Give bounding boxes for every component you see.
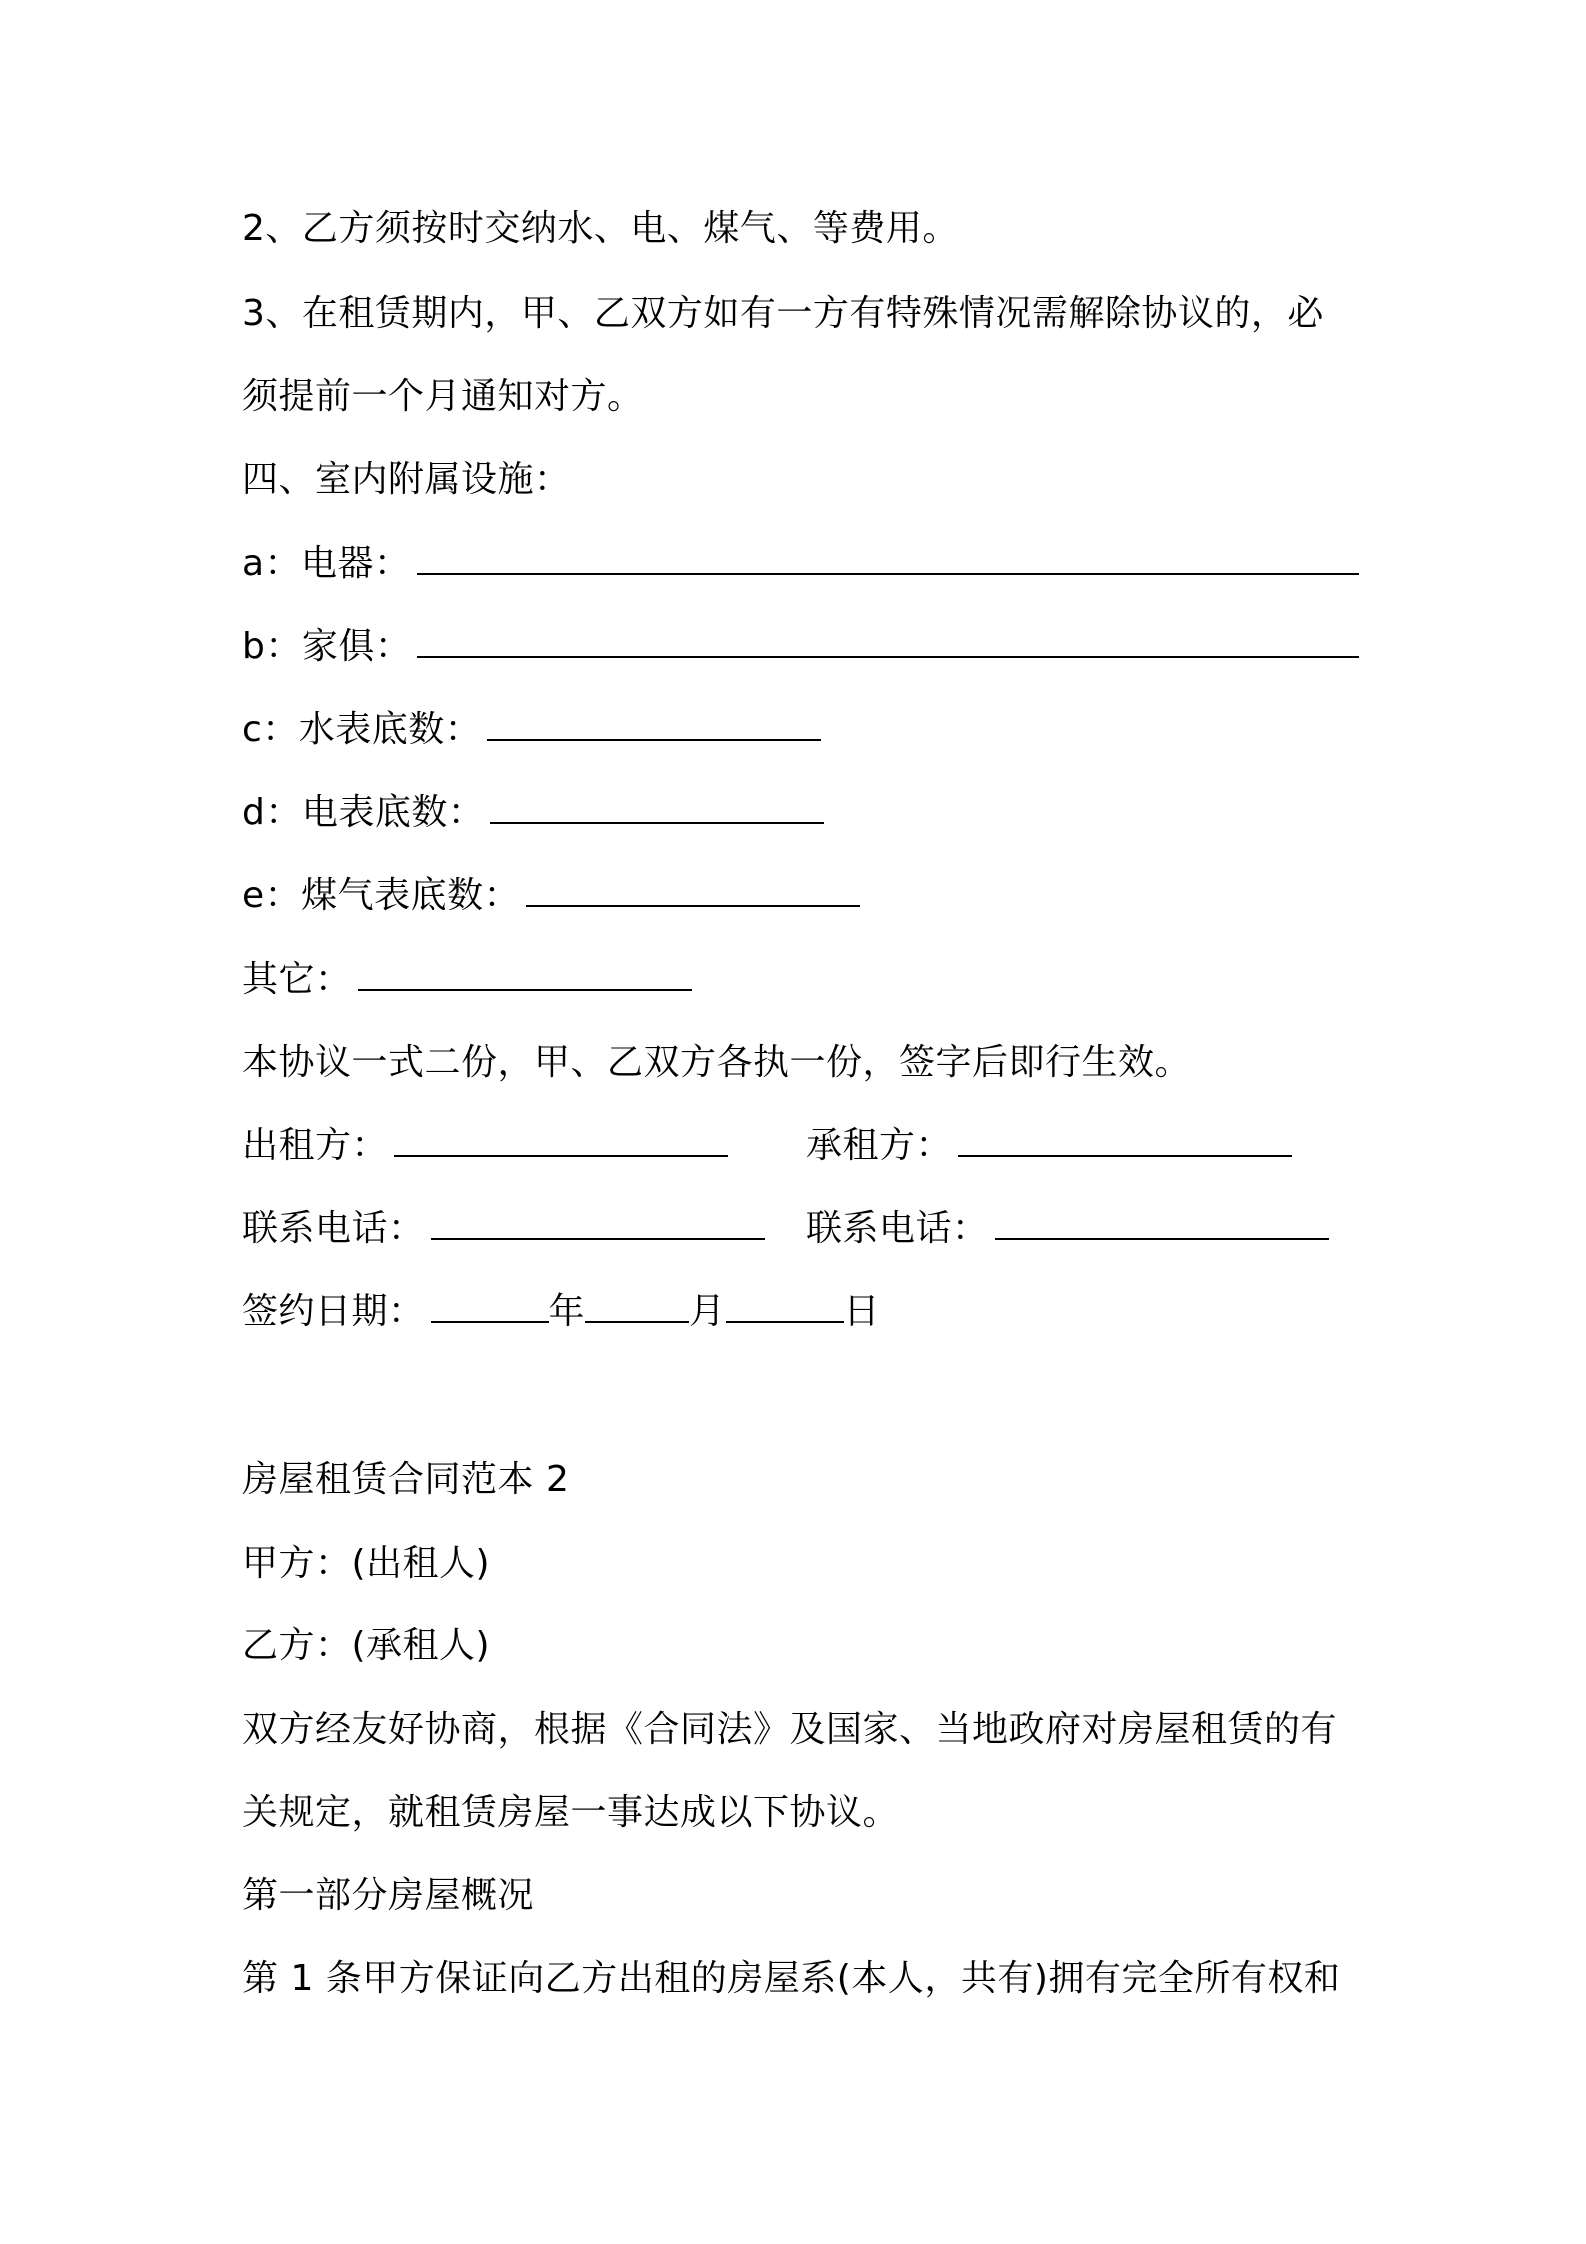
lessor-blank[interactable] (394, 1125, 728, 1157)
appliances-blank[interactable] (417, 543, 1359, 575)
clause-3-termination: 3、在租赁期内，甲、乙双方如有一方有特殊情况需解除协议的，必 (242, 293, 1324, 334)
item-d-electric-meter (242, 789, 824, 837)
item-other-label: 其它： (242, 959, 352, 1000)
item-b-furniture (242, 623, 1359, 671)
lessee-group (806, 1122, 1292, 1170)
furniture-blank[interactable] (417, 626, 1359, 658)
item-e-gas-meter (242, 872, 860, 920)
phone-2-blank[interactable] (995, 1208, 1329, 1240)
other-blank[interactable] (358, 959, 692, 991)
item-d-label: d：电表底数： (242, 792, 485, 833)
day-label: 日 (843, 1291, 881, 1332)
phone-1-blank[interactable] (431, 1208, 765, 1240)
gas-meter-blank[interactable] (526, 875, 860, 907)
item-b-label: b：家俱： (242, 626, 412, 667)
year-label: 年 (548, 1291, 586, 1332)
clause-3-termination-cont: 须提前一个月通知对方。 (242, 376, 644, 417)
signing-date-row (242, 1288, 880, 1336)
phone-1-label: 联系电话： (242, 1208, 425, 1249)
item-a-appliances (242, 540, 1359, 588)
month-label: 月 (689, 1291, 726, 1332)
article-1: 第 1 条甲方保证向乙方出租的房屋系(本人，共有)拥有完全所有权和 (242, 1958, 1341, 1999)
year-blank[interactable] (431, 1291, 549, 1323)
item-c-label: c：水表底数： (242, 709, 482, 750)
item-e-label: e：煤气表底数： (242, 875, 521, 916)
lessee-label: 承租方： (806, 1125, 953, 1166)
party-b: 乙方：(承租人) (242, 1625, 491, 1666)
clause-2-fees: 2、乙方须按时交纳水、电、煤气、等费用。 (242, 208, 959, 249)
electric-meter-blank[interactable] (490, 792, 824, 824)
intro-paragraph: 双方经友好协商，根据《合同法》及国家、当地政府对房屋租赁的有 (242, 1709, 1338, 1750)
phone-row (242, 1205, 1342, 1253)
item-other (242, 956, 692, 1004)
month-blank[interactable] (585, 1291, 689, 1323)
item-a-label: a：电器： (242, 543, 411, 584)
day-blank[interactable] (726, 1291, 844, 1323)
intro-paragraph-cont: 关规定，就租赁房屋一事达成以下协议。 (242, 1792, 900, 1833)
party-a: 甲方：(出租人) (242, 1543, 491, 1584)
lessor-label: 出租方： (242, 1125, 389, 1166)
signing-date-label: 签约日期： (242, 1291, 425, 1332)
signature-row (242, 1122, 1342, 1170)
agreement-copies: 本协议一式二份，甲、乙双方各执一份，签字后即行生效。 (242, 1042, 1192, 1083)
contract-2-title: 房屋租赁合同范本 2 (242, 1459, 570, 1500)
phone-2-label: 联系电话： (806, 1208, 989, 1249)
section-4-heading: 四、室内附属设施： (242, 459, 571, 500)
phone-2-group (806, 1205, 1329, 1253)
part-1-heading: 第一部分房屋概况 (242, 1875, 535, 1916)
item-c-water-meter (242, 706, 821, 754)
lessee-blank[interactable] (958, 1125, 1292, 1157)
water-meter-blank[interactable] (487, 709, 821, 741)
